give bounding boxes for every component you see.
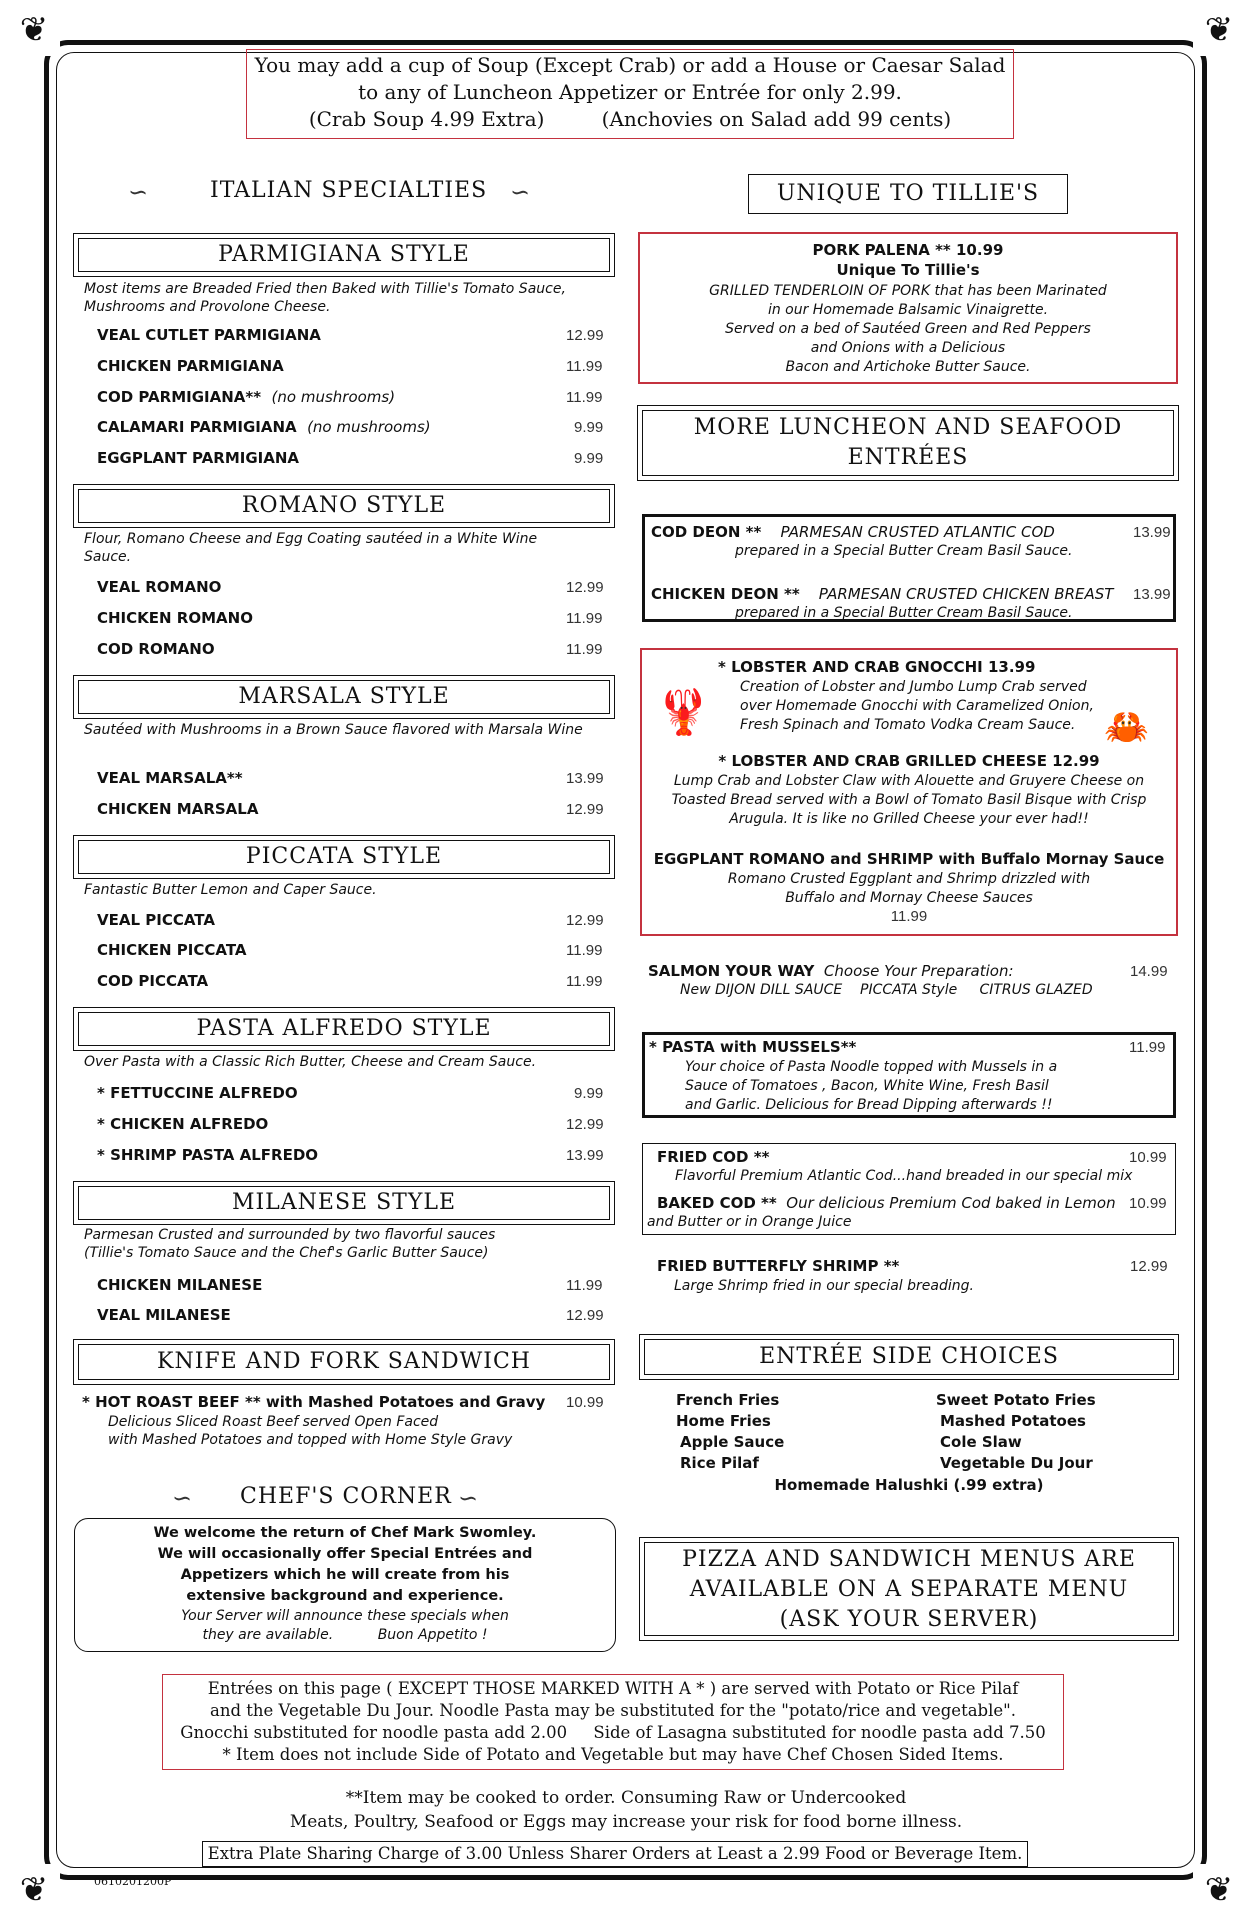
gnocchi-line: over Homemade Gnocchi with Caramelized Onion, — [740, 698, 1094, 714]
menu-item-description: New DIJON DILL SAUCE PICCATA Style CITRUS GLAZED — [680, 982, 1093, 998]
menu-item: BAKED COD ** — [657, 1194, 777, 1212]
gnocchi-title: * LOBSTER AND CRAB GNOCCHI 13.99 — [718, 658, 1036, 676]
header-more-luncheon-line: MORE LUNCHEON AND SEAFOOD — [693, 415, 1123, 440]
menu-item-price: 12.99 — [566, 912, 604, 929]
specials-box — [640, 648, 1178, 936]
header-more-luncheon — [642, 410, 1174, 476]
menu-item-description: Flavorful Premium Atlantic Cod...hand breaded in our special mix — [675, 1168, 1133, 1184]
pork-palena-subtitle: Unique To Tillie's — [836, 261, 980, 279]
menu-item: COD PICCATA — [97, 972, 209, 990]
menu-item-price: 12.99 — [566, 801, 604, 818]
mussels-box — [642, 1032, 1176, 1118]
chefs-corner-line: Your Server will announce these specials when — [181, 1608, 509, 1624]
menu-item: VEAL CUTLET PARMIGIANA — [97, 326, 321, 344]
menu-item: CHICKEN PARMIGIANA — [97, 357, 284, 375]
chefs-corner-line: We welcome the return of Chef Mark Swomley. — [153, 1525, 537, 1541]
header-piccata — [78, 840, 610, 874]
side-item: Home Fries — [676, 1412, 771, 1430]
pork-palena-line: in our Homemade Balsamic Vinaigrette. — [767, 302, 1049, 318]
header-side-choices — [644, 1339, 1174, 1375]
fleur-ornament-icon: ❦ — [1193, 4, 1245, 56]
bottom-notice-line: Entrées on this page ( EXCEPT THOSE MARKED WITH A * ) are served with Potato or Rice Pilaf — [207, 1679, 1019, 1698]
menu-code: 0610201200P — [94, 1875, 172, 1888]
menu-item-note: (no mushrooms) — [307, 418, 431, 436]
parmigiana-description: Most items are Breaded Fried then Baked with Tillie's Tomato Sauce, Mushrooms and Provolone Cheese. — [84, 281, 566, 315]
header-alfredo-label: PASTA ALFREDO STYLE — [196, 1016, 492, 1041]
menu-item-price: 11.99 — [566, 942, 603, 959]
menu-item-price: 13.99 — [566, 770, 604, 787]
bottom-notice-line: * Item does not include Side of Potato and Vegetable but may have Chef Chosen Sided Items. — [222, 1745, 1004, 1764]
menu-item: * PASTA with MUSSELS** — [649, 1038, 857, 1056]
menu-item-price: 12.99 — [566, 1116, 604, 1133]
top-notice — [246, 49, 1014, 139]
side-item: Mashed Potatoes — [940, 1412, 1086, 1430]
menu-item-price: 13.99 — [1133, 524, 1171, 541]
grilled-cheese-title: * LOBSTER AND CRAB GRILLED CHEESE 12.99 — [718, 752, 1100, 770]
top-notice-line: (Crab Soup 4.99 Extra) (Anchovies on Salad add 99 cents) — [308, 107, 952, 131]
header-parmigiana — [78, 238, 610, 272]
milanese-description — [84, 1226, 604, 1262]
menu-item-description: PARMESAN CRUSTED ATLANTIC COD — [780, 523, 1055, 541]
menu-item-price: 10.99 — [1129, 1195, 1167, 1212]
menu-item: EGGPLANT PARMIGIANA — [97, 449, 299, 467]
section-title-unique — [748, 174, 1068, 214]
grilled-cheese-line: Arugula. It is like no Grilled Cheese your ever had!! — [729, 811, 1089, 827]
menu-item-description: Our delicious Premium Cod baked in Lemon — [786, 1194, 1116, 1212]
menu-item-price: 9.99 — [574, 450, 604, 467]
menu-item-price: 9.99 — [574, 419, 604, 436]
header-piccata-label: PICCATA STYLE — [245, 844, 443, 869]
fleur-ornament-icon: ❦ — [8, 1864, 60, 1916]
fleur-ornament-icon: ❦ — [8, 4, 60, 56]
pork-palena-line: and Onions with a Delicious — [810, 340, 1006, 356]
gnocchi-line: Fresh Spinach and Tomato Vodka Cream Sauce. — [740, 717, 1076, 733]
plate-charge-notice: Extra Plate Sharing Charge of 3.00 Unless Sharer Orders at Least a 2.99 Food or Beverage Item. — [202, 1841, 1028, 1867]
menu-item: VEAL MILANESE — [97, 1306, 231, 1324]
pizza-notice-line: AVAILABLE ON A SEPARATE MENU — [689, 1577, 1129, 1602]
chefs-corner-line: extensive background and experience. — [186, 1588, 504, 1604]
menu-item-description: and Garlic. Delicious for Bread Dipping afterwards !! — [685, 1097, 1053, 1113]
menu-item-description: Your choice of Pasta Noodle topped with Mussels in a — [685, 1059, 1058, 1075]
section-title-italian: ITALIAN SPECIALTIES — [210, 178, 488, 203]
menu-item: CHICKEN PICCATA — [97, 941, 247, 959]
bottom-notice-line: and the Vegetable Du Jour. Noodle Pasta may be substituted for the "potato/rice and vegetable". — [210, 1701, 1016, 1720]
menu-item-description: Choose Your Preparation: — [823, 962, 1014, 980]
food-warning — [200, 1786, 1052, 1834]
pizza-notice-box — [644, 1542, 1174, 1636]
pork-palena-line: Served on a bed of Sautéed Green and Red Peppers — [725, 321, 1091, 337]
menu-item-price: 11.99 — [1129, 1039, 1166, 1056]
menu-item-price: 12.99 — [566, 579, 604, 596]
milanese-description-line: (Tillie's Tomato Sauce and the Chef's Garlic Butter Sauce) — [84, 1245, 489, 1261]
side-item: Cole Slaw — [940, 1433, 1022, 1451]
deon-box — [642, 514, 1176, 622]
menu-item: CHICKEN MILANESE — [97, 1276, 263, 1294]
header-romano — [78, 489, 610, 523]
section-title-chefs-corner: CHEF'S CORNER — [240, 1484, 452, 1509]
menu-item-price: 14.99 — [1130, 963, 1168, 980]
menu-item-price: 13.99 — [566, 1147, 604, 1164]
gnocchi-line: Creation of Lobster and Jumbo Lump Crab served — [740, 679, 1087, 695]
menu-item-description: PARMESAN CRUSTED CHICKEN BREAST — [818, 585, 1114, 603]
menu-item-price: 11.99 — [566, 358, 603, 375]
menu-item: * FETTUCCINE ALFREDO — [97, 1084, 298, 1102]
side-item: Sweet Potato Fries — [936, 1391, 1096, 1409]
pork-palena-title: PORK PALENA ** 10.99 — [812, 241, 1004, 259]
swirl-ornament-icon: ∽ — [128, 178, 149, 206]
menu-item: VEAL MARSALA** — [97, 769, 243, 787]
menu-item-price: 11.99 — [890, 908, 928, 925]
pork-palena-line: GRILLED TENDERLOIN OF PORK that has been Marinated — [709, 283, 1107, 299]
pizza-notice-line: (ASK YOUR SERVER) — [779, 1607, 1039, 1632]
eggplant-shrimp-title: EGGPLANT ROMANO and SHRIMP with Buffalo Mornay Sauce — [653, 850, 1165, 868]
menu-item-description: and Butter or in Orange Juice — [647, 1214, 852, 1230]
chefs-corner-box — [74, 1518, 616, 1652]
romano-description: Flour, Romano Cheese and Egg Coating sautéed in a White Wine Sauce. — [84, 531, 538, 565]
fleur-ornament-icon: ❦ — [1193, 1864, 1245, 1916]
section-title-unique-label: UNIQUE TO TILLIE'S — [776, 181, 1040, 206]
eggplant-shrimp-line: Buffalo and Mornay Cheese Sauces — [785, 890, 1033, 906]
crab-icon: 🦀 — [1104, 707, 1149, 748]
side-item: Rice Pilaf — [680, 1454, 759, 1472]
menu-item: VEAL ROMANO — [97, 578, 222, 596]
chefs-corner-line: We will occasionally offer Special Entrées and — [157, 1546, 533, 1562]
menu-item-note: (no mushrooms) — [271, 388, 396, 406]
knife-fork-description-line: Delicious Sliced Roast Beef served Open Faced — [108, 1414, 439, 1430]
sides-right-list — [936, 1390, 1096, 1474]
header-parmigiana-label: PARMIGIANA STYLE — [218, 242, 470, 267]
side-item: Apple Sauce — [680, 1433, 785, 1451]
lobster-icon: 🦞 — [656, 687, 711, 738]
bottom-notice — [162, 1674, 1064, 1770]
milanese-description-line: Parmesan Crusted and surrounded by two flavorful sauces — [84, 1227, 496, 1243]
menu-item-price: 13.99 — [1133, 586, 1171, 603]
bottom-notice-line: Gnocchi substituted for noodle pasta add 2.00 Side of Lasagna substituted for noodle pasta add 7.50 — [180, 1723, 1046, 1742]
side-item: Vegetable Du Jour — [940, 1454, 1093, 1472]
menu-item-price: 11.99 — [566, 641, 603, 658]
menu-item: * HOT ROAST BEEF ** with Mashed Potatoes and Gravy — [82, 1393, 546, 1411]
menu-item-price: 12.99 — [566, 327, 604, 344]
menu-item-price: 10.99 — [566, 1394, 604, 1411]
menu-item: FRIED BUTTERFLY SHRIMP ** — [657, 1257, 900, 1275]
menu-item-price: 11.99 — [566, 389, 603, 406]
menu-item: * CHICKEN ALFREDO — [97, 1115, 269, 1133]
menu-item-description: prepared in a Special Butter Cream Basil Sauce. — [735, 605, 1073, 621]
header-milanese — [78, 1186, 610, 1220]
header-marsala — [78, 680, 610, 714]
header-romano-label: ROMANO STYLE — [241, 493, 447, 518]
sides-left-list — [676, 1390, 784, 1474]
header-knife-fork — [78, 1344, 610, 1380]
menu-item: CHICKEN MARSALA — [97, 800, 259, 818]
food-warning-line: Meats, Poultry, Seafood or Eggs may increase your risk for food borne illness. — [289, 1812, 963, 1832]
menu-item: FRIED COD ** — [657, 1148, 770, 1166]
menu-item-description: Sauce of Tomatoes , Bacon, White Wine, Fresh Basil — [685, 1078, 1049, 1094]
marsala-description: Sautéed with Mushrooms in a Brown Sauce flavored with Marsala Wine — [84, 722, 583, 738]
menu-item-price: 11.99 — [566, 973, 603, 990]
menu-item: SALMON YOUR WAY — [648, 962, 815, 980]
side-extra: Homemade Halushki (.99 extra) — [774, 1476, 1044, 1494]
side-item: French Fries — [676, 1391, 780, 1409]
swirl-ornament-icon: ∽ — [172, 1484, 193, 1512]
knife-fork-description — [108, 1413, 588, 1449]
menu-item: COD PARMIGIANA** (no mushrooms) — [97, 388, 396, 406]
header-marsala-label: MARSALA STYLE — [238, 684, 450, 709]
chefs-corner-line: they are available. Buon Appetito ! — [202, 1627, 488, 1643]
eggplant-shrimp-line: Romano Crusted Eggplant and Shrimp drizzled with — [727, 871, 1091, 887]
knife-fork-description-line: with Mashed Potatoes and topped with Home Style Gravy — [108, 1432, 513, 1448]
menu-item: CHICKEN DEON ** — [651, 585, 800, 603]
header-knife-fork-label: KNIFE AND FORK SANDWICH — [157, 1349, 531, 1374]
menu-item-price: 12.99 — [1130, 1258, 1168, 1275]
pizza-notice-line: PIZZA AND SANDWICH MENUS ARE — [682, 1547, 1136, 1572]
piccata-description: Fantastic Butter Lemon and Caper Sauce. — [84, 882, 377, 898]
menu-item-price: 9.99 — [574, 1085, 604, 1102]
menu-item-price: 11.99 — [566, 1277, 603, 1294]
pork-palena-box — [638, 232, 1178, 384]
menu-item-price: 10.99 — [1129, 1149, 1167, 1166]
header-alfredo — [78, 1012, 610, 1046]
swirl-ornament-icon: ∽ — [458, 1484, 479, 1512]
pork-palena-line: Bacon and Artichoke Butter Sauce. — [785, 359, 1031, 375]
header-milanese-label: MILANESE STYLE — [231, 1190, 457, 1215]
header-more-luncheon-line: ENTRÉES — [847, 445, 969, 470]
grilled-cheese-line: Lump Crab and Lobster Claw with Alouette and Gruyere Cheese on — [673, 773, 1145, 789]
menu-item-price: 11.99 — [566, 610, 603, 627]
menu-item: * SHRIMP PASTA ALFREDO — [97, 1146, 319, 1164]
top-notice-line: to any of Luncheon Appetizer or Entrée for only 2.99. — [358, 80, 902, 104]
header-side-choices-label: ENTRÉE SIDE CHOICES — [759, 1344, 1059, 1369]
menu-item: COD DEON ** — [651, 523, 762, 541]
swirl-ornament-icon: ∽ — [510, 178, 531, 206]
menu-item-price: 12.99 — [566, 1307, 604, 1324]
menu-item: COD ROMANO — [97, 640, 215, 658]
menu-item-description: Large Shrimp fried in our special breading. — [674, 1278, 974, 1294]
top-notice-line: You may add a cup of Soup (Except Crab) or add a House or Caesar Salad — [254, 53, 1006, 77]
menu-item: CHICKEN ROMANO — [97, 609, 253, 627]
chefs-corner-line: Appetizers which he will create from his — [180, 1567, 510, 1583]
menu-item-description: prepared in a Special Butter Cream Basil Sauce. — [735, 543, 1073, 559]
grilled-cheese-line: Toasted Bread served with a Bowl of Tomato Basil Bisque with Crisp — [671, 792, 1147, 808]
menu-item: CALAMARI PARMIGIANA (no mushrooms) — [97, 418, 431, 436]
menu-item: VEAL PICCATA — [97, 911, 215, 929]
cod-box — [642, 1143, 1176, 1235]
alfredo-description: Over Pasta with a Classic Rich Butter, Cheese and Cream Sauce. — [84, 1054, 537, 1070]
food-warning-line: **Item may be cooked to order. Consuming Raw or Undercooked — [345, 1788, 907, 1808]
